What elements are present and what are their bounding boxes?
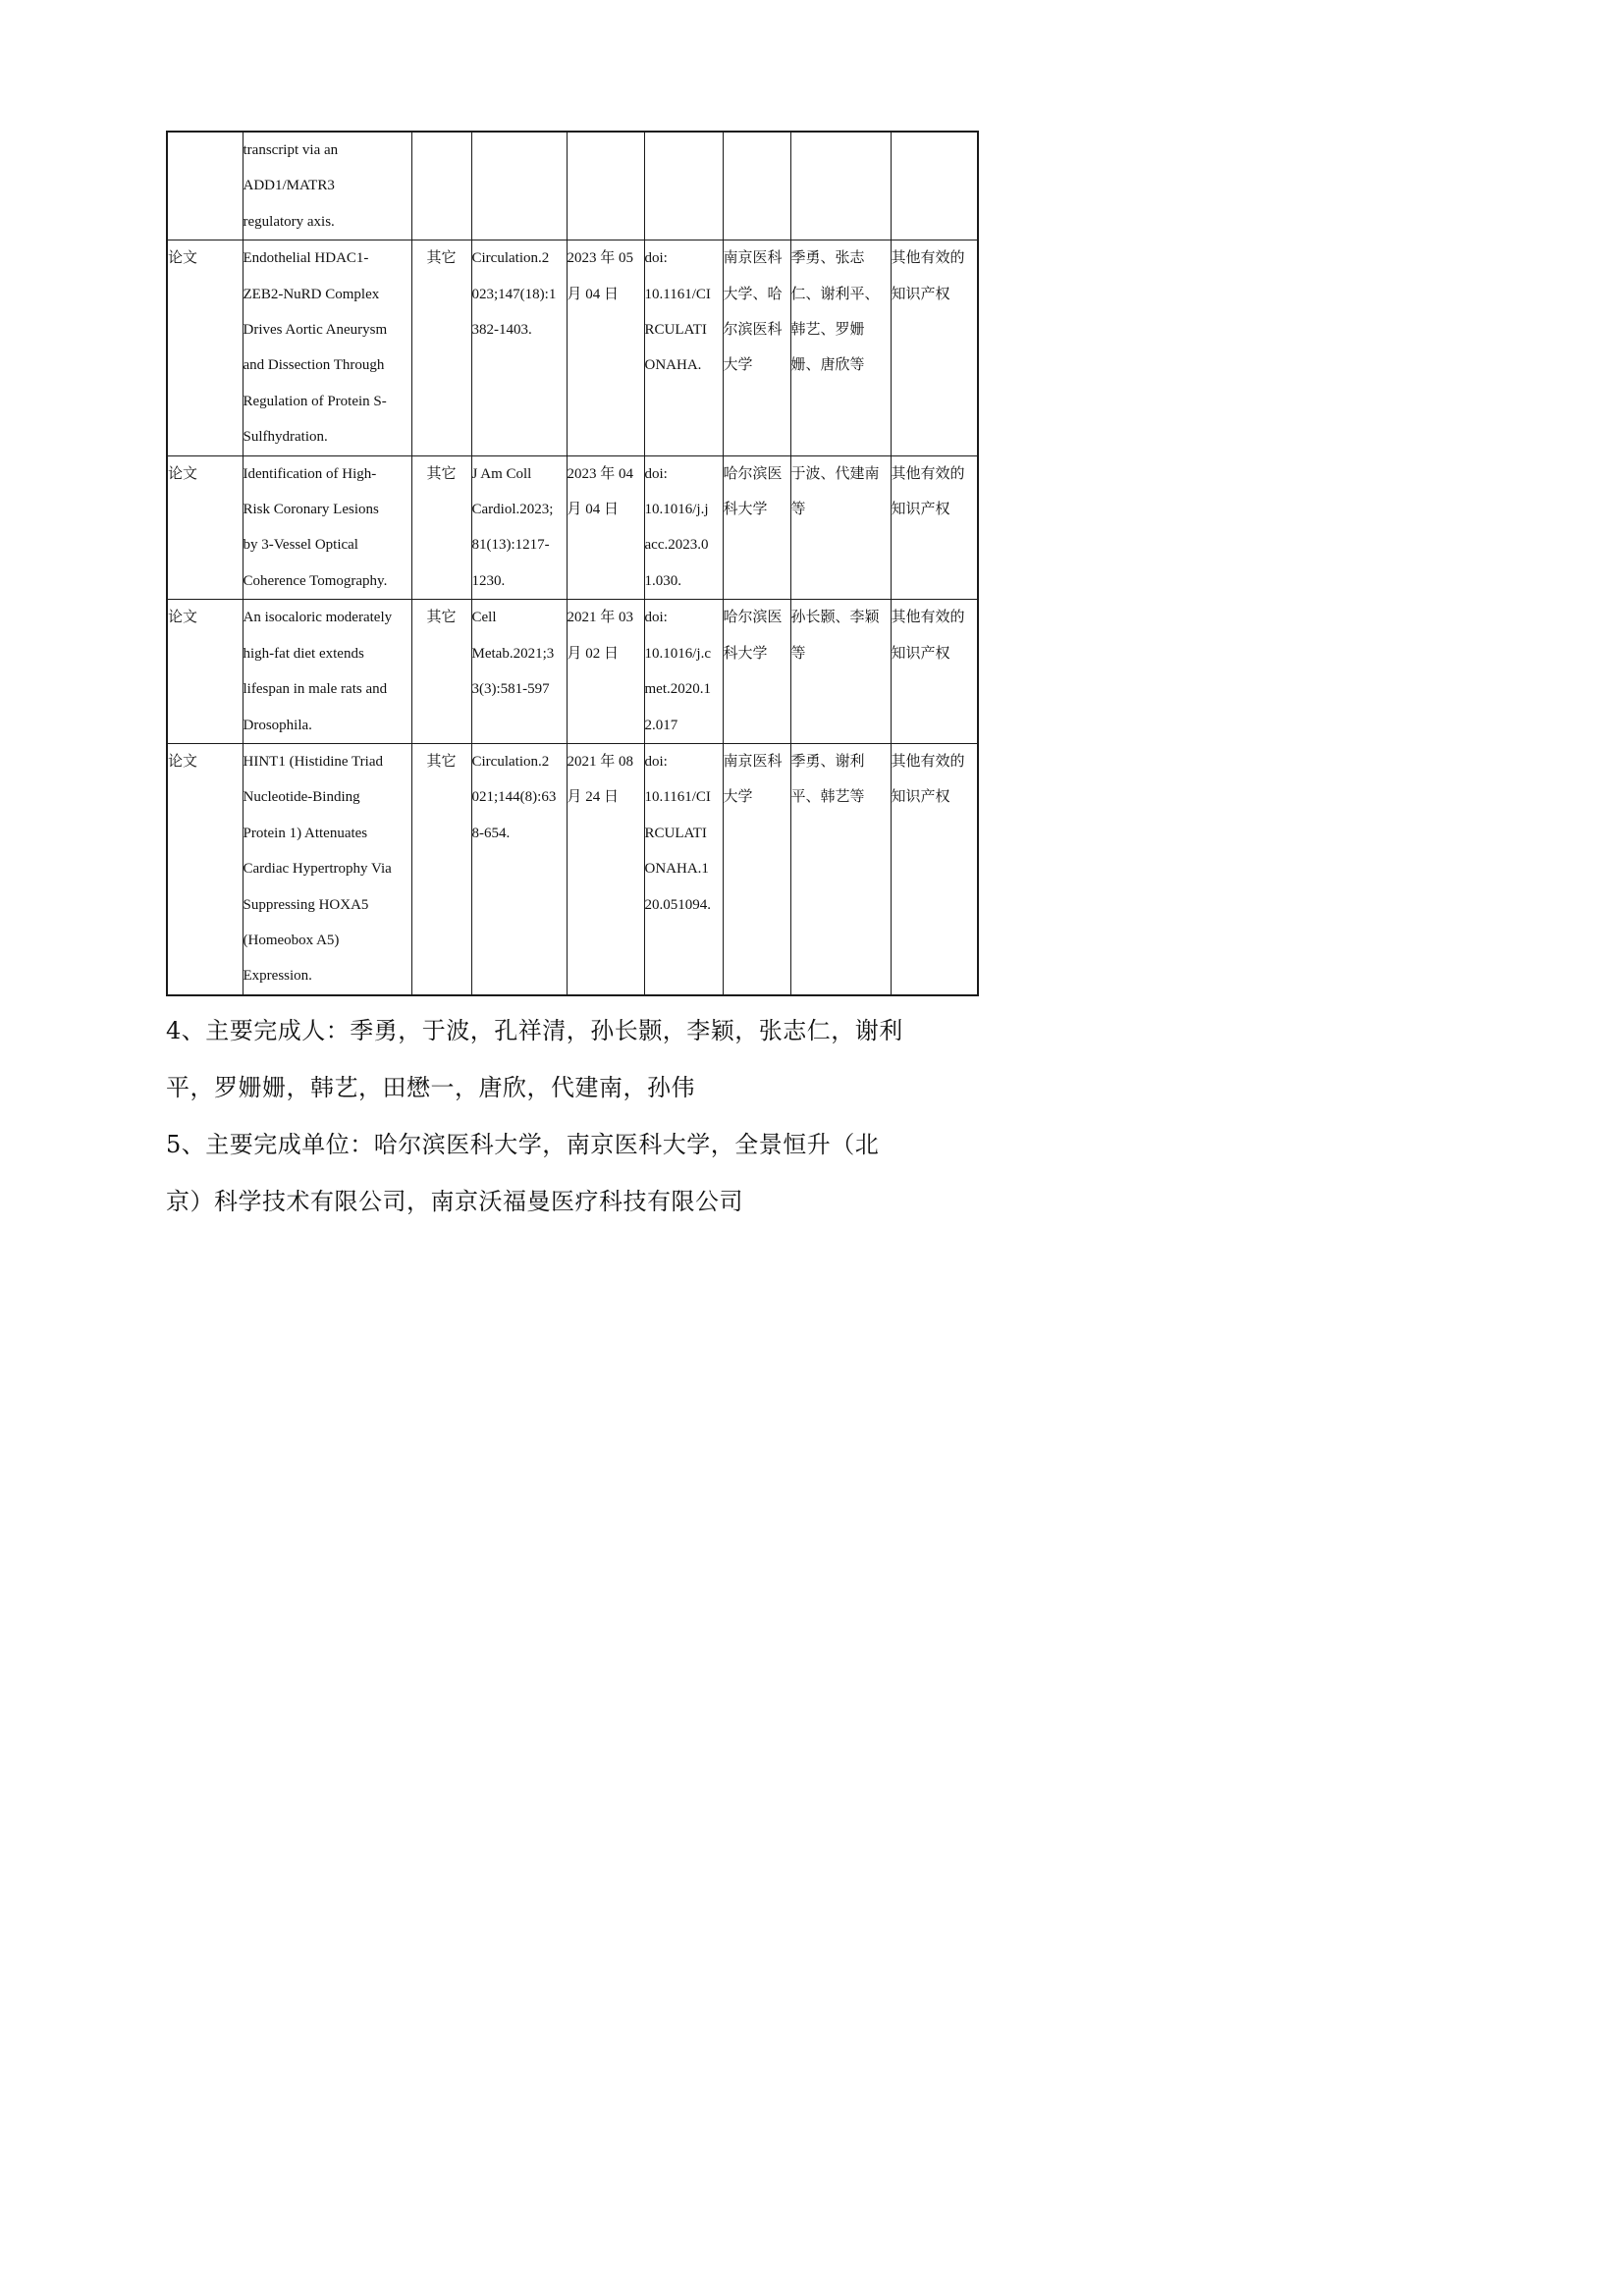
- table-row: [167, 240, 978, 455]
- paper-ip-cell: [891, 743, 978, 994]
- paper-subtype-cell-text: 其它: [426, 610, 457, 626]
- paper-authors-cell: [790, 240, 891, 455]
- completion-info: [166, 1002, 942, 1230]
- table-row: [167, 600, 978, 744]
- paper-units-cell-text: 南京医科 大学、哈 尔滨医科 大学: [723, 250, 783, 374]
- paper-title-cell: [243, 455, 411, 600]
- paper-authors-cell: [790, 743, 891, 994]
- paper-journal-cell: [471, 455, 567, 600]
- paper-title-cell: [243, 132, 411, 240]
- paper-title-cell-text: An isocaloric moderately high-fat diet extends lifespan in male rats and Drosophila.: [243, 610, 393, 733]
- paper-doi-cell: [644, 743, 723, 994]
- document-page: [0, 0, 1080, 1527]
- paper-ip-cell: [891, 600, 978, 744]
- paper-doi-cell-text: doi: 10.1016/j.c met.2020.1 2.017: [644, 610, 711, 733]
- paper-title-cell: [243, 240, 411, 455]
- paper-subtype-cell-text: 其它: [426, 250, 457, 267]
- paper-subtype-cell-text: 其它: [426, 465, 457, 482]
- paper-ip-cell: [891, 455, 978, 600]
- table-row: [167, 132, 978, 240]
- paper-subtype-cell-text: 其它: [426, 753, 457, 770]
- paper-doi-cell: [644, 240, 723, 455]
- paper-units-cell: [723, 455, 790, 600]
- paper-journal-cell: [471, 240, 567, 455]
- paper-type-cell-text: 论文: [168, 753, 198, 770]
- paper-doi-cell: [644, 132, 723, 240]
- paper-title-cell: [243, 600, 411, 744]
- paper-authors-cell-text: 季勇、谢利 平、韩艺等: [790, 753, 865, 806]
- paper-units-cell-text: 南京医科 大学: [723, 753, 783, 806]
- paper-date-cell-text: 2023 年 04 月 04 日: [567, 465, 634, 518]
- paper-units-cell-text: 哈尔滨医 科大学: [723, 465, 783, 518]
- paper-authors-cell-text: 季勇、张志 仁、谢利平、 韩艺、罗姗 姗、唐欣等: [790, 250, 880, 374]
- paper-journal-cell-text: J Am Coll Cardiol.2023; 81(13):1217- 1230.: [471, 465, 554, 589]
- paper-doi-cell: [644, 455, 723, 600]
- paper-subtype-cell: [411, 132, 471, 240]
- paper-journal-cell-text: Circulation.2 021;144(8):63 8-654.: [471, 753, 557, 841]
- paper-title-cell: [243, 743, 411, 994]
- paper-date-cell-text: 2023 年 05 月 04 日: [567, 250, 634, 302]
- paper-units-cell: [723, 743, 790, 994]
- paper-authors-cell: [790, 600, 891, 744]
- paper-type-cell: [167, 240, 243, 455]
- paper-title-cell-text: HINT1 (Histidine Triad Nucleotide-Binding Protein 1) Attenuates Cardiac Hypertrophy Via Suppressing HOXA5 (Homeobox A5) Expression.: [243, 753, 392, 985]
- paper-ip-cell-text: 其他有效的 知识产权: [891, 465, 965, 518]
- table-row: [167, 743, 978, 994]
- paper-doi-cell-text: doi: 10.1016/j.j acc.2023.0 1.030.: [644, 465, 709, 589]
- paper-ip-cell-text: 其他有效的 知识产权: [891, 610, 965, 662]
- paper-authors-cell: [790, 132, 891, 240]
- paper-authors-cell-text: 孙长颢、李颖 等: [790, 610, 880, 662]
- paper-type-cell-text: 论文: [168, 610, 198, 626]
- paper-units-cell: [723, 132, 790, 240]
- paper-subtype-cell: [411, 743, 471, 994]
- paper-date-cell: [567, 743, 644, 994]
- paper-date-cell: [567, 240, 644, 455]
- paper-ip-cell-text: 其他有效的 知识产权: [891, 250, 965, 302]
- paper-units-cell: [723, 600, 790, 744]
- main-contributors-line: 4、主要完成人：季勇，于波，孔祥清，孙长颢，李颖，张志仁，谢利 平，罗姗姗，韩艺，田懋一，唐欣，代建南，孙伟: [166, 1017, 903, 1101]
- paper-ip-cell: [891, 240, 978, 455]
- papers-table: [166, 131, 979, 996]
- paper-type-cell: [167, 743, 243, 994]
- paper-title-cell-text: Endothelial HDAC1- ZEB2-NuRD Complex Drives Aortic Aneurysm and Dissection Through Regulation of Protein S- Sulfhydration.: [243, 250, 388, 446]
- paper-title-cell-text: transcript via an ADD1/MATR3 regulatory axis.: [243, 142, 339, 230]
- paper-date-cell: [567, 600, 644, 744]
- paper-date-cell-text: 2021 年 03 月 02 日: [567, 610, 634, 662]
- table-row: [167, 455, 978, 600]
- paper-type-cell: [167, 132, 243, 240]
- paper-journal-cell-text: Circulation.2 023;147(18):1 382-1403.: [471, 250, 557, 339]
- paper-ip-cell: [891, 132, 978, 240]
- paper-doi-cell-text: doi: 10.1161/CI RCULATI ONAHA.: [644, 250, 711, 374]
- paper-journal-cell: [471, 132, 567, 240]
- paper-title-cell-text: Identification of High- Risk Coronary Lesions by 3-Vessel Optical Coherence Tomography.: [243, 465, 388, 589]
- paper-journal-cell: [471, 743, 567, 994]
- paper-type-cell: [167, 600, 243, 744]
- paper-subtype-cell: [411, 600, 471, 744]
- paper-type-cell: [167, 455, 243, 600]
- paper-type-cell-text: 论文: [168, 250, 198, 267]
- paper-subtype-cell: [411, 455, 471, 600]
- main-units-line: 5、主要完成单位：哈尔滨医科大学，南京医科大学，全景恒升（北 京）科学技术有限公司，南京沃福曼医疗科技有限公司: [166, 1131, 880, 1215]
- paper-journal-cell: [471, 600, 567, 744]
- paper-date-cell: [567, 455, 644, 600]
- paper-authors-cell-text: 于波、代建南 等: [790, 465, 880, 518]
- paper-ip-cell-text: 其他有效的 知识产权: [891, 753, 965, 806]
- paper-date-cell-text: 2021 年 08 月 24 日: [567, 753, 634, 806]
- paper-units-cell: [723, 240, 790, 455]
- paper-subtype-cell: [411, 240, 471, 455]
- paper-units-cell-text: 哈尔滨医 科大学: [723, 610, 783, 662]
- paper-date-cell: [567, 132, 644, 240]
- papers-table-body: [167, 132, 978, 995]
- paper-doi-cell-text: doi: 10.1161/CI RCULATI ONAHA.1 20.051094.: [644, 753, 711, 913]
- paper-journal-cell-text: Cell Metab.2021;3 3(3):581-597: [471, 610, 555, 698]
- paper-type-cell-text: 论文: [168, 465, 198, 482]
- paper-doi-cell: [644, 600, 723, 744]
- paper-authors-cell: [790, 455, 891, 600]
